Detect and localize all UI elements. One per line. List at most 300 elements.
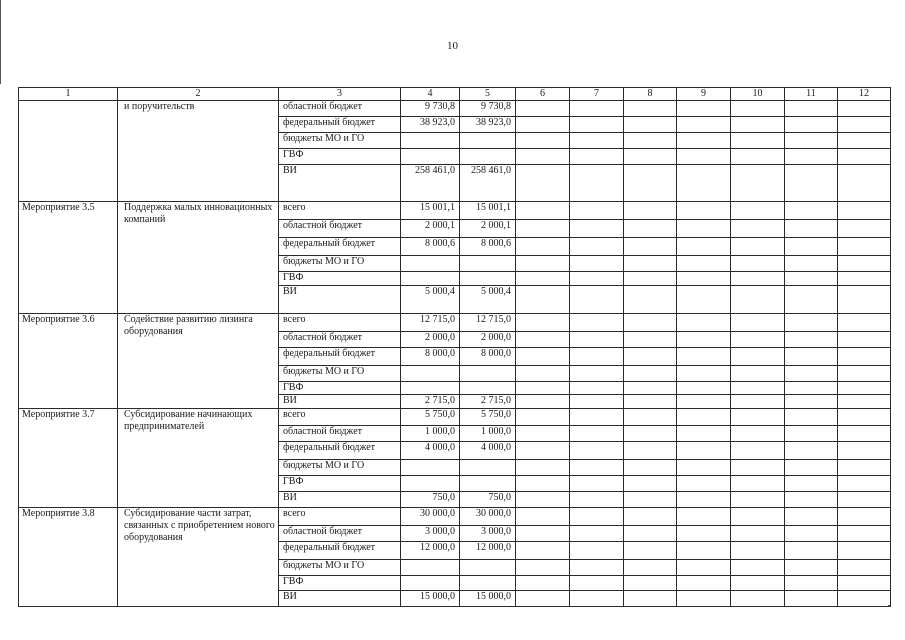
empty-cell: [838, 202, 891, 220]
empty-cell: [677, 442, 731, 460]
empty-cell: [516, 542, 570, 560]
amount-cell: 1 000,0: [401, 426, 460, 442]
empty-cell: [677, 286, 731, 314]
empty-cell: [731, 238, 785, 256]
funding-source-cell: бюджеты МО и ГО: [279, 560, 401, 576]
event-cell: [19, 101, 118, 202]
amount-cell: 8 000,0: [401, 348, 460, 366]
empty-cell: [677, 366, 731, 382]
column-header: 8: [624, 88, 677, 101]
funding-source-cell: бюджеты МО и ГО: [279, 366, 401, 382]
table-row: [19, 508, 891, 526]
empty-cell: [516, 272, 570, 286]
empty-cell: [838, 133, 891, 149]
empty-cell: [570, 314, 624, 332]
description-cell: и поручительств: [118, 101, 279, 202]
empty-cell: [570, 492, 624, 508]
funding-source-cell: ВИ: [279, 286, 401, 314]
amount-cell: [460, 272, 516, 286]
empty-cell: [838, 256, 891, 272]
empty-cell: [570, 117, 624, 133]
empty-cell: [785, 426, 838, 442]
amount-cell: 12 000,0: [460, 542, 516, 560]
scan-dot: [888, 605, 890, 607]
empty-cell: [624, 526, 677, 542]
empty-cell: [838, 460, 891, 476]
empty-cell: [570, 526, 624, 542]
empty-cell: [516, 220, 570, 238]
funding-source-cell: областной бюджет: [279, 101, 401, 117]
empty-cell: [516, 286, 570, 314]
empty-cell: [516, 426, 570, 442]
empty-cell: [731, 560, 785, 576]
empty-cell: [570, 220, 624, 238]
empty-cell: [516, 256, 570, 272]
empty-cell: [677, 526, 731, 542]
amount-cell: [460, 366, 516, 382]
empty-cell: [624, 366, 677, 382]
empty-cell: [624, 220, 677, 238]
amount-cell: 2 000,0: [460, 332, 516, 348]
empty-cell: [624, 492, 677, 508]
amount-cell: [401, 133, 460, 149]
amount-cell: [401, 476, 460, 492]
amount-cell: 15 001,1: [460, 202, 516, 220]
amount-cell: 12 715,0: [401, 314, 460, 332]
empty-cell: [624, 165, 677, 202]
empty-cell: [624, 101, 677, 117]
empty-cell: [785, 591, 838, 607]
amount-cell: 5 000,4: [460, 286, 516, 314]
event-cell: Мероприятие 3.8: [19, 508, 118, 607]
empty-cell: [516, 576, 570, 591]
funding-source-cell: бюджеты МО и ГО: [279, 256, 401, 272]
empty-cell: [624, 542, 677, 560]
funding-source-cell: ВИ: [279, 165, 401, 202]
empty-cell: [785, 526, 838, 542]
amount-cell: [401, 382, 460, 395]
amount-cell: [401, 272, 460, 286]
empty-cell: [677, 101, 731, 117]
amount-cell: 4 000,0: [460, 442, 516, 460]
funding-source-cell: бюджеты МО и ГО: [279, 460, 401, 476]
empty-cell: [731, 314, 785, 332]
empty-cell: [838, 526, 891, 542]
empty-cell: [785, 149, 838, 165]
empty-cell: [785, 165, 838, 202]
column-header: 1: [19, 88, 118, 101]
empty-cell: [624, 508, 677, 526]
amount-cell: 9 730,8: [401, 101, 460, 117]
empty-cell: [785, 272, 838, 286]
empty-cell: [731, 526, 785, 542]
empty-cell: [624, 348, 677, 366]
empty-cell: [570, 101, 624, 117]
empty-cell: [677, 149, 731, 165]
empty-cell: [731, 591, 785, 607]
empty-cell: [570, 560, 624, 576]
amount-cell: 2 000,0: [401, 332, 460, 348]
amount-cell: 12 000,0: [401, 542, 460, 560]
empty-cell: [570, 442, 624, 460]
column-header: 2: [118, 88, 279, 101]
amount-cell: 3 000,0: [460, 526, 516, 542]
empty-cell: [624, 442, 677, 460]
empty-cell: [838, 366, 891, 382]
empty-cell: [677, 220, 731, 238]
empty-cell: [677, 508, 731, 526]
empty-cell: [516, 508, 570, 526]
empty-cell: [731, 165, 785, 202]
table-row: [19, 314, 891, 332]
empty-cell: [516, 366, 570, 382]
funding-source-cell: ГВФ: [279, 149, 401, 165]
empty-cell: [677, 117, 731, 133]
empty-cell: [677, 409, 731, 426]
empty-cell: [677, 560, 731, 576]
empty-cell: [516, 332, 570, 348]
empty-cell: [731, 220, 785, 238]
funding-source-cell: областной бюджет: [279, 220, 401, 238]
empty-cell: [624, 332, 677, 348]
empty-cell: [838, 348, 891, 366]
empty-cell: [677, 426, 731, 442]
empty-cell: [677, 395, 731, 409]
empty-cell: [570, 149, 624, 165]
empty-cell: [570, 426, 624, 442]
description-cell: Субсидирование части затрат, связанных с приобретением нового оборудования: [118, 508, 279, 607]
empty-cell: [677, 382, 731, 395]
empty-cell: [838, 220, 891, 238]
empty-cell: [516, 442, 570, 460]
amount-cell: [460, 133, 516, 149]
empty-cell: [677, 460, 731, 476]
event-cell: Мероприятие 3.6: [19, 314, 118, 409]
empty-cell: [677, 165, 731, 202]
empty-cell: [570, 395, 624, 409]
empty-cell: [570, 508, 624, 526]
amount-cell: 1 000,0: [460, 426, 516, 442]
empty-cell: [516, 348, 570, 366]
empty-cell: [516, 395, 570, 409]
budget-table: [18, 87, 891, 607]
empty-cell: [731, 508, 785, 526]
empty-cell: [785, 366, 838, 382]
amount-cell: 15 001,1: [401, 202, 460, 220]
amount-cell: 30 000,0: [460, 508, 516, 526]
empty-cell: [838, 272, 891, 286]
amount-cell: 258 461,0: [460, 165, 516, 202]
empty-cell: [570, 476, 624, 492]
empty-cell: [838, 382, 891, 395]
empty-cell: [731, 442, 785, 460]
amount-cell: 2 715,0: [460, 395, 516, 409]
empty-cell: [731, 426, 785, 442]
empty-cell: [677, 256, 731, 272]
empty-cell: [785, 220, 838, 238]
empty-cell: [838, 508, 891, 526]
column-header: 11: [785, 88, 838, 101]
amount-cell: 12 715,0: [460, 314, 516, 332]
column-header: 10: [731, 88, 785, 101]
funding-source-cell: ВИ: [279, 395, 401, 409]
funding-source-cell: всего: [279, 314, 401, 332]
empty-cell: [731, 409, 785, 426]
column-header: 12: [838, 88, 891, 101]
empty-cell: [838, 576, 891, 591]
funding-source-cell: федеральный бюджет: [279, 348, 401, 366]
empty-cell: [677, 476, 731, 492]
empty-cell: [570, 165, 624, 202]
amount-cell: [460, 382, 516, 395]
amount-cell: 38 923,0: [401, 117, 460, 133]
empty-cell: [731, 542, 785, 560]
empty-cell: [677, 348, 731, 366]
empty-cell: [570, 332, 624, 348]
empty-cell: [516, 149, 570, 165]
empty-cell: [624, 560, 677, 576]
empty-cell: [624, 576, 677, 591]
funding-source-cell: федеральный бюджет: [279, 442, 401, 460]
empty-cell: [838, 238, 891, 256]
amount-cell: 5 750,0: [401, 409, 460, 426]
amount-cell: 15 000,0: [460, 591, 516, 607]
empty-cell: [785, 332, 838, 348]
empty-cell: [731, 476, 785, 492]
empty-cell: [570, 286, 624, 314]
amount-cell: 15 000,0: [401, 591, 460, 607]
empty-cell: [785, 460, 838, 476]
empty-cell: [731, 492, 785, 508]
empty-cell: [516, 133, 570, 149]
empty-cell: [570, 133, 624, 149]
funding-source-cell: всего: [279, 508, 401, 526]
funding-source-cell: всего: [279, 409, 401, 426]
amount-cell: 5 000,4: [401, 286, 460, 314]
empty-cell: [624, 238, 677, 256]
empty-cell: [838, 542, 891, 560]
empty-cell: [838, 409, 891, 426]
funding-source-cell: областной бюджет: [279, 426, 401, 442]
empty-cell: [785, 202, 838, 220]
empty-cell: [516, 117, 570, 133]
header-row: [19, 88, 891, 101]
empty-cell: [516, 238, 570, 256]
empty-cell: [785, 442, 838, 460]
empty-cell: [624, 382, 677, 395]
empty-cell: [516, 476, 570, 492]
empty-cell: [570, 256, 624, 272]
table-row: [19, 101, 891, 117]
column-header: 5: [460, 88, 516, 101]
amount-cell: [460, 476, 516, 492]
empty-cell: [677, 238, 731, 256]
empty-cell: [570, 542, 624, 560]
funding-source-cell: ГВФ: [279, 272, 401, 286]
empty-cell: [785, 542, 838, 560]
amount-cell: 8 000,0: [460, 348, 516, 366]
empty-cell: [516, 101, 570, 117]
amount-cell: [401, 366, 460, 382]
empty-cell: [570, 576, 624, 591]
funding-source-cell: областной бюджет: [279, 526, 401, 542]
empty-cell: [731, 576, 785, 591]
empty-cell: [570, 238, 624, 256]
funding-source-cell: ВИ: [279, 591, 401, 607]
amount-cell: 750,0: [460, 492, 516, 508]
empty-cell: [838, 395, 891, 409]
description-cell: Содействие развитию лизинга оборудования: [118, 314, 279, 409]
table-row: [19, 202, 891, 220]
amount-cell: [401, 576, 460, 591]
amount-cell: 38 923,0: [460, 117, 516, 133]
empty-cell: [785, 314, 838, 332]
amount-cell: [460, 576, 516, 591]
empty-cell: [624, 314, 677, 332]
empty-cell: [677, 542, 731, 560]
funding-source-cell: ГВФ: [279, 576, 401, 591]
amount-cell: 3 000,0: [401, 526, 460, 542]
empty-cell: [785, 492, 838, 508]
empty-cell: [624, 117, 677, 133]
amount-cell: 750,0: [401, 492, 460, 508]
event-cell: Мероприятие 3.5: [19, 202, 118, 314]
empty-cell: [731, 202, 785, 220]
empty-cell: [731, 395, 785, 409]
amount-cell: [401, 256, 460, 272]
description-cell: Поддержка малых инновационных компаний: [118, 202, 279, 314]
empty-cell: [516, 202, 570, 220]
empty-cell: [677, 591, 731, 607]
empty-cell: [624, 409, 677, 426]
empty-cell: [731, 366, 785, 382]
column-header: 4: [401, 88, 460, 101]
amount-cell: [401, 460, 460, 476]
empty-cell: [677, 314, 731, 332]
funding-source-cell: бюджеты МО и ГО: [279, 133, 401, 149]
empty-cell: [624, 476, 677, 492]
amount-cell: 2 000,1: [401, 220, 460, 238]
empty-cell: [624, 272, 677, 286]
amount-cell: 8 000,6: [460, 238, 516, 256]
empty-cell: [677, 133, 731, 149]
empty-cell: [570, 382, 624, 395]
empty-cell: [731, 101, 785, 117]
funding-source-cell: федеральный бюджет: [279, 238, 401, 256]
amount-cell: [460, 560, 516, 576]
empty-cell: [570, 409, 624, 426]
column-header: 6: [516, 88, 570, 101]
empty-cell: [624, 395, 677, 409]
amount-cell: 2 715,0: [401, 395, 460, 409]
event-cell: Мероприятие 3.7: [19, 409, 118, 508]
empty-cell: [624, 202, 677, 220]
empty-cell: [516, 165, 570, 202]
empty-cell: [838, 286, 891, 314]
empty-cell: [731, 332, 785, 348]
empty-cell: [785, 576, 838, 591]
empty-cell: [677, 272, 731, 286]
funding-source-cell: областной бюджет: [279, 332, 401, 348]
empty-cell: [570, 348, 624, 366]
empty-cell: [785, 348, 838, 366]
empty-cell: [731, 286, 785, 314]
empty-cell: [731, 460, 785, 476]
empty-cell: [677, 202, 731, 220]
empty-cell: [838, 591, 891, 607]
empty-cell: [731, 256, 785, 272]
empty-cell: [838, 101, 891, 117]
amount-cell: [460, 460, 516, 476]
empty-cell: [516, 382, 570, 395]
empty-cell: [785, 256, 838, 272]
empty-cell: [785, 382, 838, 395]
empty-cell: [624, 286, 677, 314]
empty-cell: [570, 202, 624, 220]
empty-cell: [838, 117, 891, 133]
empty-cell: [677, 576, 731, 591]
empty-cell: [785, 508, 838, 526]
column-header: 3: [279, 88, 401, 101]
empty-cell: [624, 149, 677, 165]
amount-cell: 30 000,0: [401, 508, 460, 526]
empty-cell: [785, 286, 838, 314]
description-cell: Субсидирование начинающих предпринимателей: [118, 409, 279, 508]
amount-cell: [460, 256, 516, 272]
empty-cell: [624, 256, 677, 272]
empty-cell: [570, 591, 624, 607]
column-header: 7: [570, 88, 624, 101]
empty-cell: [838, 165, 891, 202]
empty-cell: [677, 492, 731, 508]
empty-cell: [570, 460, 624, 476]
funding-source-cell: ВИ: [279, 492, 401, 508]
empty-cell: [516, 526, 570, 542]
empty-cell: [570, 272, 624, 286]
page-number: 10: [447, 40, 458, 52]
column-header: 9: [677, 88, 731, 101]
empty-cell: [731, 133, 785, 149]
funding-source-cell: федеральный бюджет: [279, 117, 401, 133]
empty-cell: [838, 492, 891, 508]
empty-cell: [516, 560, 570, 576]
empty-cell: [785, 117, 838, 133]
empty-cell: [838, 442, 891, 460]
empty-cell: [677, 332, 731, 348]
empty-cell: [516, 591, 570, 607]
empty-cell: [624, 133, 677, 149]
empty-cell: [838, 426, 891, 442]
empty-cell: [570, 366, 624, 382]
empty-cell: [731, 348, 785, 366]
empty-cell: [838, 149, 891, 165]
amount-cell: 2 000,1: [460, 220, 516, 238]
empty-cell: [731, 272, 785, 286]
funding-source-cell: ГВФ: [279, 382, 401, 395]
amount-cell: [401, 149, 460, 165]
empty-cell: [785, 238, 838, 256]
empty-cell: [516, 460, 570, 476]
empty-cell: [838, 332, 891, 348]
empty-cell: [785, 101, 838, 117]
empty-cell: [624, 426, 677, 442]
empty-cell: [624, 591, 677, 607]
funding-source-cell: федеральный бюджет: [279, 542, 401, 560]
empty-cell: [516, 314, 570, 332]
empty-cell: [785, 409, 838, 426]
funding-source-cell: ГВФ: [279, 476, 401, 492]
empty-cell: [516, 409, 570, 426]
